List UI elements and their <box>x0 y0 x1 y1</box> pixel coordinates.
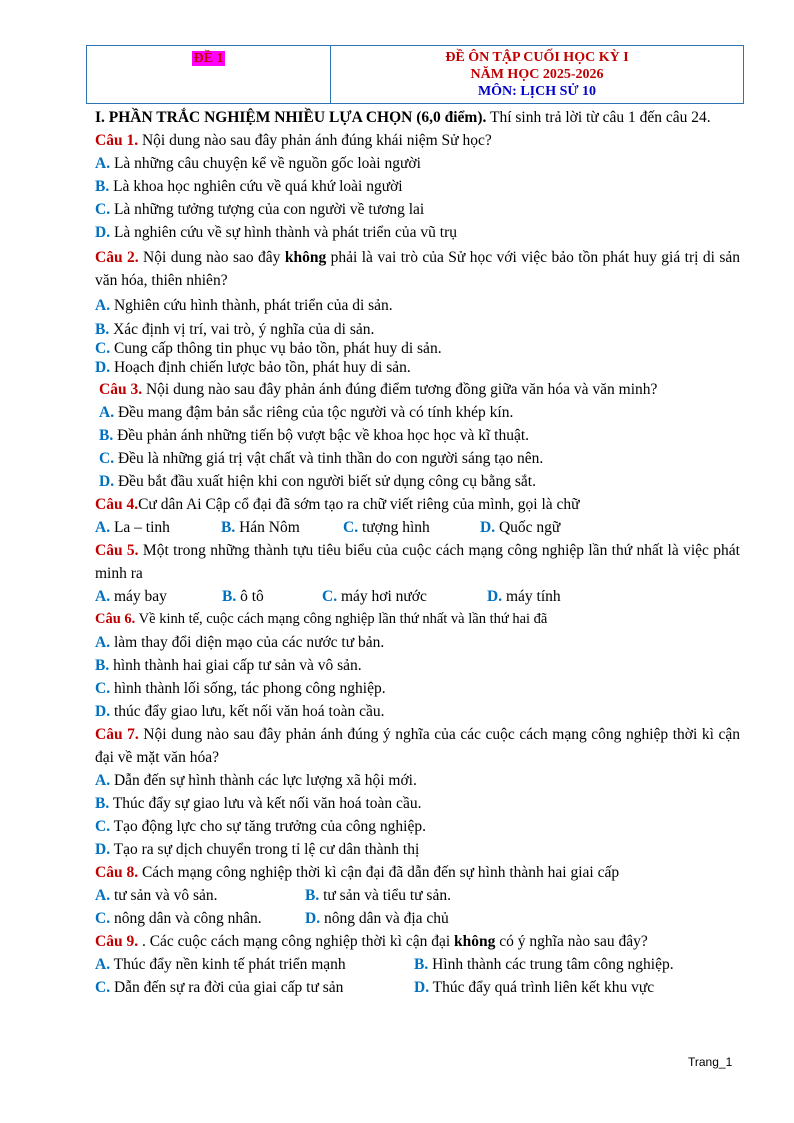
question-text-cont: phải là vai trò của Sử học với việc bảo tồn phát huy giá trị di sản văn hóa, thiên nhiên? <box>95 249 740 289</box>
question-text-cont: có ý nghĩa nào sau đây? <box>495 933 648 950</box>
q7-option-d <box>95 838 740 861</box>
question-9 <box>95 930 740 953</box>
q7-option-c <box>95 815 740 838</box>
header-table <box>86 45 744 104</box>
q8-option-a <box>95 884 305 907</box>
q9-option-b <box>414 953 674 976</box>
school-year: NĂM HỌC 2025-2026 <box>470 67 604 82</box>
q2-option-b <box>95 320 740 340</box>
option-text: Dẫn đến sự hình thành các lực lượng xã hội mới. <box>110 772 417 789</box>
option-text: nông dân và địa chủ <box>320 910 449 927</box>
q1-option-b <box>95 175 740 198</box>
option-text: La – tinh <box>110 519 170 536</box>
option-text: Hình thành các trung tâm công nghiệp. <box>428 956 674 973</box>
option-letter: D. <box>95 841 111 858</box>
option-text: Tạo ra sự dịch chuyển trong tỉ lệ cư dân thành thị <box>110 841 420 858</box>
option-letter: A. <box>95 519 111 536</box>
question-4 <box>95 493 740 516</box>
option-letter: B. <box>95 178 110 195</box>
q6-option-d <box>95 700 740 723</box>
q6-option-b <box>95 654 740 677</box>
subject: MÔN: LỊCH SỬ 10 <box>477 84 597 99</box>
option-text: máy tính <box>502 588 561 605</box>
option-letter: A. <box>95 634 111 651</box>
question-label: Câu 7. <box>95 726 139 743</box>
option-text: Thúc đẩy quá trình liên kết khu vực <box>429 979 655 996</box>
option-text: Cung cấp thông tin phục vụ bảo tồn, phát huy di sản. <box>110 340 442 357</box>
option-letter: A. <box>95 887 111 904</box>
exam-title: ĐỀ ÔN TẬP CUỐI HỌC KỲ I <box>445 50 629 65</box>
option-letter: A. <box>95 956 111 973</box>
option-letter: B. <box>95 795 110 812</box>
question-3 <box>95 378 740 401</box>
option-text: Xác định vị trí, vai trò, ý nghĩa của di sản. <box>109 321 375 338</box>
option-letter: B. <box>95 657 110 674</box>
question-label: Câu 2. <box>95 249 139 266</box>
option-text: tượng hình <box>358 519 430 536</box>
question-label: Câu 4. <box>95 496 139 513</box>
question-text: . Các cuộc cách mạng công nghiệp thời kì cận đại <box>138 933 455 950</box>
q1-option-c <box>95 198 740 221</box>
option-letter: D. <box>99 473 115 490</box>
option-text: Là những câu chuyện kể về nguồn gốc loài người <box>110 155 421 172</box>
option-text: Dẫn đến sự ra đời của giai cấp tư sản <box>110 979 344 996</box>
q7-option-b <box>95 792 740 815</box>
option-text: Đều phản ánh những tiến bộ vượt bậc về khoa học học và kĩ thuật. <box>113 427 530 444</box>
question-label: Câu 5. <box>95 542 139 559</box>
question-text: Nội dung nào sau đây phản ánh đúng ý nghĩa của các cuộc cách mạng công nghiệp thời kì cận đại về mặt văn hóa? <box>95 726 740 766</box>
question-text: Về kinh tế, cuộc cách mạng công nghiệp lần thứ nhất và lần thứ hai đã <box>135 611 548 627</box>
question-8 <box>95 861 740 884</box>
question-emphasis: không <box>284 249 327 266</box>
option-text: Hán Nôm <box>235 519 300 536</box>
q3-option-d <box>95 470 740 493</box>
q2-option-a <box>95 294 740 317</box>
option-letter: B. <box>305 887 320 904</box>
q5-option-a <box>95 585 222 608</box>
q8-options-cd <box>95 907 740 930</box>
option-text: tư sản và tiểu tư sản. <box>319 887 451 904</box>
option-letter: B. <box>414 956 429 973</box>
option-text: Là những tưởng tượng của con người về tương lai <box>110 201 425 218</box>
q3-option-b <box>95 424 740 447</box>
question-5 <box>95 539 740 585</box>
question-7 <box>95 723 740 769</box>
option-letter: A. <box>95 588 111 605</box>
option-text: Là nghiên cứu về sự hình thành và phát triển của vũ trụ <box>110 224 458 241</box>
option-letter: D. <box>305 910 321 927</box>
q6-option-a <box>95 631 740 654</box>
question-text: Nội dung nào sau đây phản ánh đúng khái niệm Sử học? <box>138 132 492 149</box>
q9-option-d <box>414 976 654 999</box>
q9-options-cd <box>95 976 740 999</box>
option-text: làm thay đổi diện mạo của các nước tư bản. <box>110 634 385 651</box>
option-text: Là khoa học nghiên cứu về quá khứ loài người <box>109 178 403 195</box>
option-text: thúc đẩy giao lưu, kết nối văn hoá toàn cầu. <box>110 703 385 720</box>
option-letter: B. <box>95 321 110 338</box>
option-letter: C. <box>95 910 111 927</box>
q5-option-b <box>222 585 322 608</box>
q1-option-d <box>95 221 740 244</box>
option-letter: B. <box>222 588 237 605</box>
option-letter: A. <box>99 404 115 421</box>
question-label: Câu 3. <box>99 381 143 398</box>
option-letter: C. <box>95 979 111 996</box>
q4-option-d <box>480 516 560 539</box>
option-text: Hoạch định chiến lược bảo tồn, phát huy di sản. <box>110 359 411 376</box>
q9-options-ab <box>95 953 740 976</box>
option-text: nông dân và công nhân. <box>110 910 262 927</box>
option-letter: C. <box>343 519 359 536</box>
q4-option-b <box>221 516 343 539</box>
option-letter: D. <box>95 224 111 241</box>
question-text: Nội dung nào sao đây <box>138 249 285 266</box>
q9-option-a <box>95 953 414 976</box>
q8-option-b <box>305 884 451 907</box>
q6-option-c <box>95 677 740 700</box>
question-text: Một trong những thành tựu tiêu biểu của cuộc cách mạng công nghiệp lần thứ nhất là việc phát minh ra <box>95 542 740 582</box>
q4-option-a <box>95 516 221 539</box>
question-2 <box>95 246 740 292</box>
option-text: Thúc đẩy nền kinh tế phát triển mạnh <box>110 956 346 973</box>
option-text: tư sản và vô sản. <box>110 887 218 904</box>
option-letter: A. <box>95 772 111 789</box>
question-label: Câu 6. <box>95 611 136 627</box>
option-text: Tạo động lực cho sự tăng trưởng của công nghiệp. <box>110 818 426 835</box>
option-letter: D. <box>95 703 111 720</box>
option-letter: C. <box>95 201 111 218</box>
option-letter: D. <box>487 588 503 605</box>
q1-option-a <box>95 152 740 175</box>
header-left-cell <box>87 46 331 103</box>
question-label: Câu 1. <box>95 132 139 149</box>
option-text: Quốc ngữ <box>495 519 561 536</box>
option-text: Thúc đẩy sự giao lưu và kết nối văn hoá toàn cầu. <box>109 795 422 812</box>
option-text: Nghiên cứu hình thành, phát triển của di sản. <box>110 297 393 314</box>
question-text: Cư dân Ai Cập cổ đại đã sớm tạo ra chữ viết riêng của mình, gọi là chữ <box>138 496 580 513</box>
option-text: Đều bắt đầu xuất hiện khi con người biết sử dụng công cụ bằng sắt. <box>114 473 536 490</box>
option-text: máy hơi nước <box>337 588 427 605</box>
section-heading <box>95 106 740 129</box>
question-label: Câu 9. <box>95 933 139 950</box>
q4-option-c <box>343 516 480 539</box>
option-letter: B. <box>99 427 114 444</box>
q3-option-c <box>95 447 740 470</box>
option-text: máy bay <box>110 588 167 605</box>
section-title: I. PHẦN TRẮC NGHIỆM NHIỀU LỰA CHỌN (6,0 điểm). <box>95 109 487 126</box>
exam-code-label: ĐỀ 1 <box>193 51 224 66</box>
q8-option-c <box>95 907 305 930</box>
option-letter: D. <box>414 979 430 996</box>
q5-option-d <box>487 585 561 608</box>
q2-option-c <box>95 340 740 358</box>
question-emphasis: không <box>454 933 496 950</box>
exam-content <box>95 106 740 999</box>
option-letter: D. <box>95 359 111 376</box>
q3-option-a <box>95 401 740 424</box>
option-letter: B. <box>221 519 236 536</box>
option-letter: C. <box>95 818 111 835</box>
page-number: Trang_1 <box>688 1055 733 1069</box>
question-1 <box>95 129 740 152</box>
option-text: Đều là những giá trị vật chất và tinh thần do con người sáng tạo nên. <box>114 450 544 467</box>
option-text: hình thành hai giai cấp tư sản và vô sản. <box>109 657 362 674</box>
question-6 <box>95 608 740 631</box>
q4-options <box>95 516 740 539</box>
option-letter: C. <box>95 340 111 357</box>
q7-option-a <box>95 769 740 792</box>
option-letter: A. <box>95 297 111 314</box>
section-instruction: Thí sinh trả lời từ câu 1 đến câu 24. <box>486 109 711 126</box>
option-letter: C. <box>95 680 111 697</box>
question-label: Câu 8. <box>95 864 139 881</box>
q9-option-c <box>95 976 414 999</box>
option-text: Đều mang đậm bản sắc riêng của tộc người và có tính khép kín. <box>114 404 514 421</box>
option-letter: C. <box>322 588 338 605</box>
header-right-cell <box>331 46 743 103</box>
q8-options-ab <box>95 884 740 907</box>
option-letter: D. <box>480 519 496 536</box>
option-letter: C. <box>99 450 115 467</box>
q2-option-d <box>95 358 740 378</box>
q5-options <box>95 585 740 608</box>
question-text: Nội dung nào sau đây phản ánh đúng điểm tương đồng giữa văn hóa và văn minh? <box>142 381 658 398</box>
q8-option-d <box>305 907 449 930</box>
q5-option-c <box>322 585 487 608</box>
option-text: hình thành lối sống, tác phong công nghiệp. <box>110 680 386 697</box>
option-letter: A. <box>95 155 111 172</box>
question-text: Cách mạng công nghiệp thời kì cận đại đã dẫn đến sự hình thành hai giai cấp <box>138 864 620 881</box>
option-text: ô tô <box>236 588 264 605</box>
